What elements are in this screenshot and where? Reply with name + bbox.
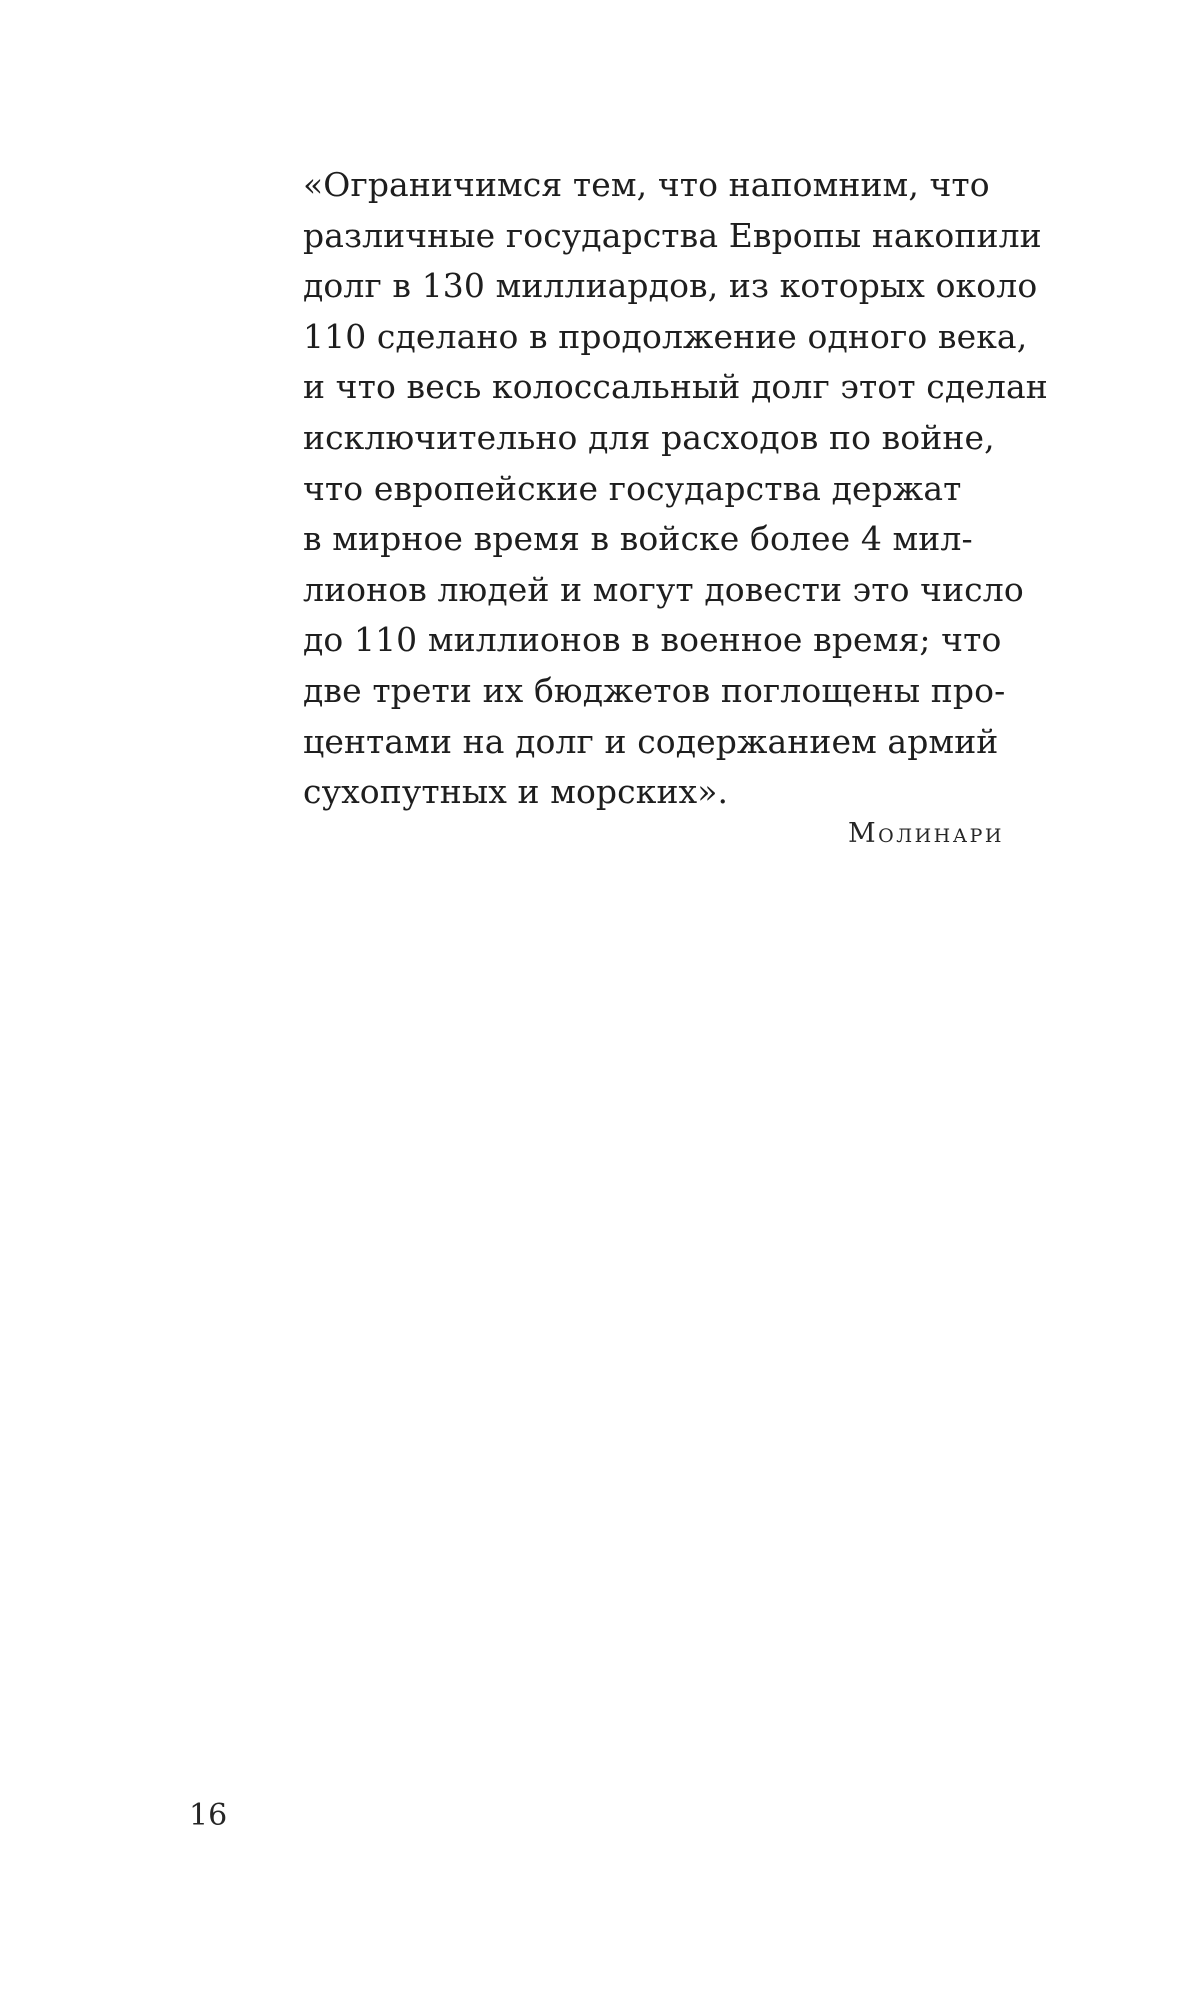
quote-line: две трети их бюджетов поглощены про- xyxy=(303,670,1006,710)
epigraph-quote xyxy=(303,160,1048,818)
quote-line: исключительно для расходов по войне, xyxy=(303,417,995,457)
quote-line: в мирное время в войске более 4 мил- xyxy=(303,519,973,559)
quote-line: и что весь колоссальный долг этот сделан xyxy=(303,367,1048,407)
quote-line: лионов людей и могут довести это число xyxy=(303,569,1024,609)
quote-line: различные государства Европы накопили xyxy=(303,215,1042,255)
epigraph-author: Молинари xyxy=(848,818,1004,849)
quote-line: что европейские государства держат xyxy=(303,468,962,508)
quote-line: долг в 130 миллиардов, из которых около xyxy=(303,266,1038,306)
quote-line: 110 сделано в продолжение одного века, xyxy=(303,316,1028,356)
quote-line: центами на долг и содержанием армий xyxy=(303,721,999,761)
epigraph xyxy=(303,160,1048,818)
quote-line: сухопутных и морских». xyxy=(303,772,729,812)
quote-line: «Ограничимся тем, что напомним, что xyxy=(303,165,990,204)
page-number: 16 xyxy=(189,1798,228,1833)
quote-line: до 110 миллионов в военное время; что xyxy=(303,620,1002,660)
